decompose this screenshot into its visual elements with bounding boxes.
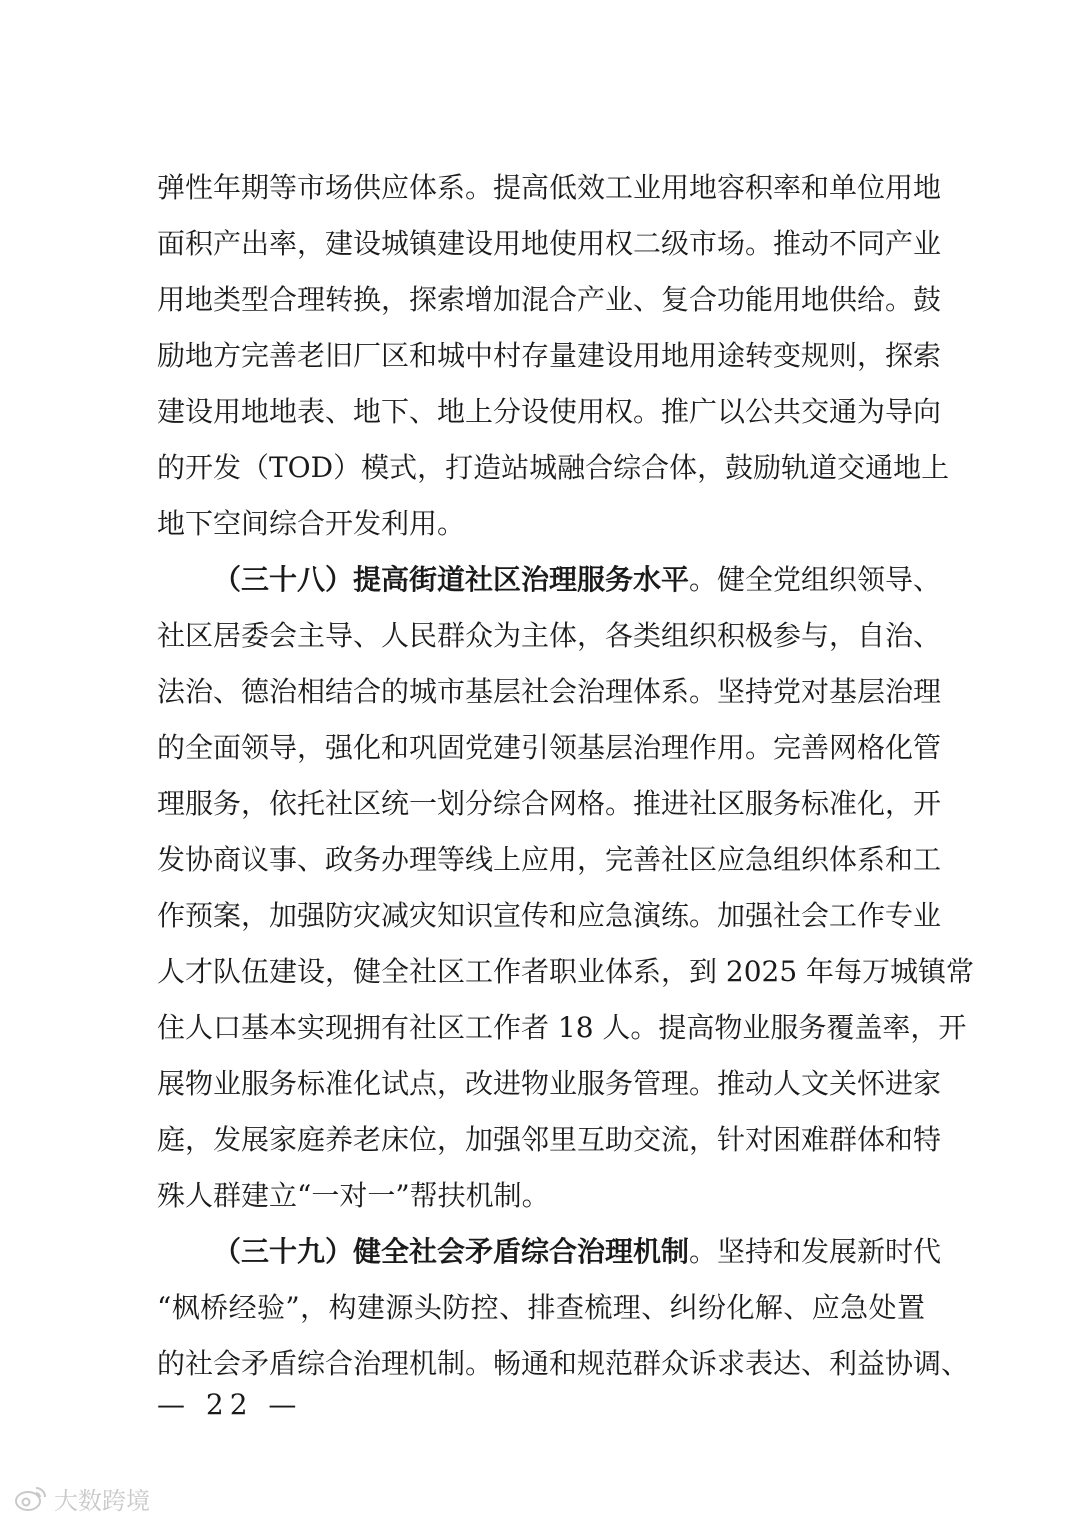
watermark-text: 大数跨境 [54, 1486, 150, 1515]
paragraph-line: 理服务，依托社区统一划分综合网格。推进社区服务标准化，开 [157, 787, 942, 820]
paragraph-line: 弹性年期等市场供应体系。提高低效工业用地容积率和单位用地 [157, 171, 942, 204]
paragraph-line: 面积产出率，建设城镇建设用地使用权二级市场。推动不同产业 [157, 227, 942, 260]
paragraph-line: 用地类型合理转换，探索增加混合产业、复合功能用地供给。鼓 [157, 283, 942, 316]
section-39-heading: （三十九）健全社会矛盾综合治理机制 [213, 1235, 690, 1268]
paragraph-line: “枫桥经验”，构建源头防控、排查梳理、纠纷化解、应急处置 [157, 1291, 925, 1324]
paragraph-line: 建设用地地表、地下、地上分设使用权。推广以公共交通为导向 [157, 395, 942, 428]
paragraph-line: 的社会矛盾综合治理机制。畅通和规范群众诉求表达、利益协调、 [157, 1347, 970, 1380]
paragraph-line: 发协商议事、政务办理等线上应用，完善社区应急组织体系和工 [157, 843, 942, 876]
paragraph-line: 法治、德治相结合的城市基层社会治理体系。坚持党对基层治理 [157, 675, 942, 708]
page-number: — 22 — [157, 1388, 303, 1421]
paragraph-line: 住人口基本实现拥有社区工作者 18 人。提高物业服务覆盖率，开 [157, 1011, 967, 1044]
section-38-first-line [157, 552, 942, 608]
paragraph-line: 的开发（TOD）模式，打造站城融合综合体，鼓励轨道交通地上 [157, 451, 950, 484]
paragraph-line: 作预案，加强防灾减灾知识宣传和应急演练。加强社会工作专业 [157, 899, 942, 932]
paragraph-line: 地下空间综合开发利用。 [157, 507, 466, 540]
section-39-first-line [157, 1224, 942, 1280]
paragraph-line: 殊人群建立“一对一”帮扶机制。 [157, 1179, 550, 1212]
paragraph-line: 的全面领导，强化和巩固党建引领基层治理作用。完善网格化管 [157, 731, 942, 764]
section-39-first-rest: 。坚持和发展新时代 [689, 1235, 942, 1268]
paragraph-line: 社区居委会主导、人民群众为主体，各类组织积极参与，自治、 [157, 619, 942, 652]
watermark [14, 1480, 150, 1516]
paragraph-line: 庭，发展家庭养老床位，加强邻里互助交流，针对困难群体和特 [157, 1123, 942, 1156]
weibo-icon [14, 1484, 48, 1512]
section-38-first-rest: 。健全党组织领导、 [689, 563, 942, 596]
section-38-heading: （三十八）提高街道社区治理服务水平 [213, 563, 690, 596]
paragraph-line: 展物业服务标准化试点，改进物业服务管理。推动人文关怀进家 [157, 1067, 942, 1100]
paragraph-line: 人才队伍建设，健全社区工作者职业体系，到 2025 年每万城镇常 [157, 955, 975, 988]
paragraph-line: 励地方完善老旧厂区和城中村存量建设用地用途转变规则，探索 [157, 339, 942, 372]
